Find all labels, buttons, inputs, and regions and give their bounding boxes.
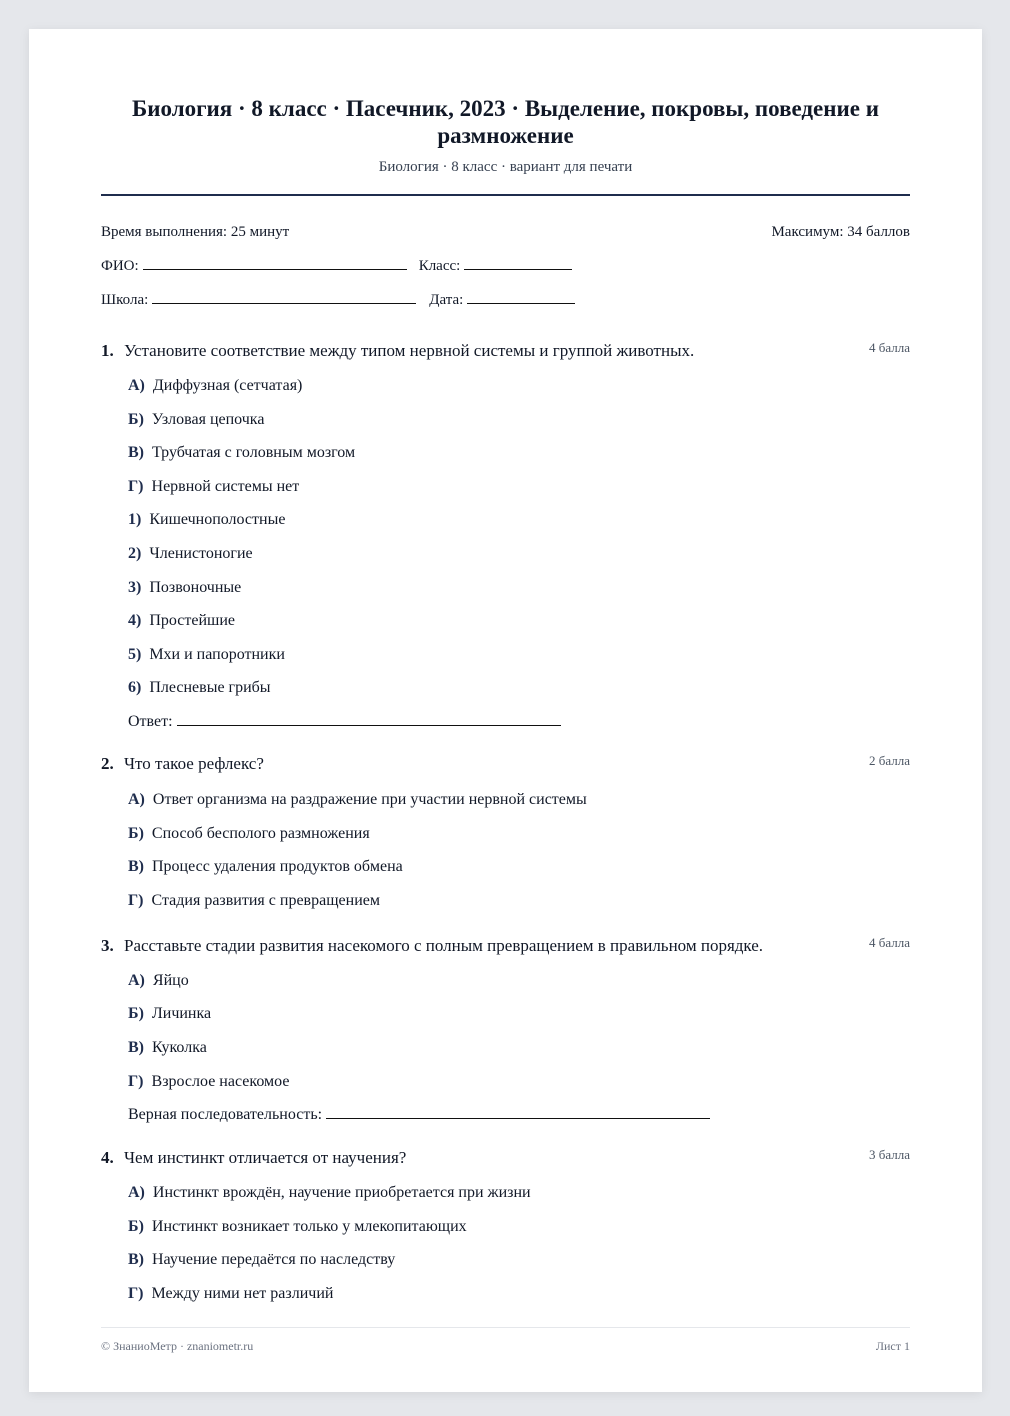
- question-header: [101, 935, 910, 957]
- option-text: Куколка: [152, 1038, 207, 1056]
- class-blank[interactable]: [464, 257, 572, 270]
- option[interactable]: [128, 824, 910, 844]
- question-text: Установите соответствие между типом нервной системы и группой животных.: [124, 341, 695, 360]
- option-letter: 2): [128, 544, 142, 562]
- option[interactable]: [128, 645, 910, 665]
- option-letter: Б): [128, 824, 144, 842]
- option-text: Личинка: [151, 1005, 212, 1023]
- option-text: Взрослое насекомое: [151, 1072, 290, 1090]
- option-letter: Б): [128, 1005, 144, 1023]
- question-4: [101, 1147, 910, 1304]
- question-text: Чем инстинкт отличается от научения?: [124, 1148, 407, 1168]
- question-header: [101, 753, 910, 775]
- worksheet-content: [101, 29, 910, 1304]
- answer-row: [128, 712, 910, 732]
- option-letter: 1): [128, 511, 142, 529]
- question-text: Что такое рефлекс?: [124, 753, 264, 773]
- option[interactable]: [128, 1250, 910, 1270]
- answer-label: Ответ:: [128, 712, 173, 730]
- option-letter: В): [128, 1038, 144, 1056]
- option-letter: Г): [128, 1072, 144, 1090]
- footer-copyright: © ЗнаниоМетр · znaniometr.ru: [101, 1339, 254, 1353]
- option[interactable]: [128, 1004, 910, 1024]
- option-letter: В): [128, 1251, 144, 1269]
- school-date-row: [101, 291, 910, 309]
- answer-row: [128, 1105, 910, 1125]
- option[interactable]: [128, 1072, 910, 1092]
- option[interactable]: [128, 611, 910, 631]
- option-letter: Г): [128, 477, 144, 495]
- option-letter: Г): [128, 1284, 144, 1302]
- option[interactable]: [128, 790, 910, 810]
- header-divider: [101, 194, 910, 196]
- option-text: Стадия развития с превращением: [151, 891, 380, 909]
- question-number: 4.: [101, 1148, 114, 1168]
- question-header: [101, 1147, 910, 1169]
- question-1: [101, 340, 910, 732]
- max-score: Максимум: 34 баллов: [771, 224, 910, 240]
- option[interactable]: [128, 678, 910, 698]
- option-letter: Г): [128, 891, 144, 909]
- option-text: Плесневые грибы: [149, 679, 271, 697]
- question-points: 4 балла: [869, 934, 910, 950]
- option-letter: 4): [128, 612, 142, 630]
- option-text: Диффузная (сетчатая): [152, 377, 303, 394]
- question-number: 1.: [101, 341, 114, 360]
- school-label: Школа:: [101, 292, 149, 308]
- option-letter: 6): [128, 679, 142, 697]
- page-title: Биология · 8 класс · Пасечник, 2023 · Выделение, покровы, поведение и размножение: [132, 96, 879, 148]
- option-text: Нервной системы нет: [151, 477, 300, 495]
- option-letter: 3): [128, 578, 142, 596]
- option-text: Ответ организма на раздражение при участии нервной системы: [152, 790, 587, 808]
- option-text: Процесс удаления продуктов обмена: [152, 858, 403, 876]
- option-letter: А): [128, 377, 145, 394]
- option-letter: 5): [128, 645, 142, 663]
- option-letter: В): [128, 444, 144, 462]
- option-text: Простейшие: [149, 612, 236, 630]
- option[interactable]: [128, 1284, 910, 1304]
- option-text: Трубчатая с головным мозгом: [152, 444, 356, 462]
- question-number: 3.: [101, 935, 114, 955]
- date-blank[interactable]: [467, 291, 575, 304]
- question-header: [101, 340, 910, 362]
- option-text: Инстинкт возникает только у млекопитающих: [151, 1217, 467, 1235]
- option[interactable]: [128, 510, 910, 530]
- option-text: Инстинкт врождён, научение приобретается при жизни: [152, 1184, 531, 1202]
- question-3: [101, 935, 910, 1125]
- option-text: Научение передаётся по наследству: [152, 1251, 396, 1269]
- option[interactable]: [128, 578, 910, 598]
- question-number: 2.: [101, 753, 114, 773]
- worksheet-page: [29, 29, 982, 1392]
- footer-sheet-number: Лист 1: [875, 1339, 910, 1353]
- option[interactable]: [128, 891, 910, 911]
- page-subtitle: Биология · 8 класс · вариант для печати: [378, 159, 633, 175]
- meta-row: [101, 223, 910, 241]
- option-text: Мхи и папоротники: [149, 645, 285, 663]
- date-label: Дата:: [429, 292, 464, 308]
- option[interactable]: [128, 443, 910, 463]
- footer-divider: [101, 1327, 910, 1328]
- option-letter: А): [128, 971, 145, 989]
- option-text: Яйцо: [152, 971, 189, 989]
- option[interactable]: [128, 1038, 910, 1058]
- time-limit: Время выполнения: 25 минут: [101, 224, 290, 240]
- school-blank[interactable]: [152, 291, 416, 304]
- option[interactable]: [128, 544, 910, 564]
- option-text: Между ними нет различий: [151, 1284, 334, 1302]
- option-text: Способ бесполого размножения: [151, 824, 370, 842]
- option[interactable]: [128, 857, 910, 877]
- fio-blank[interactable]: [143, 257, 407, 270]
- answer-blank[interactable]: [326, 1106, 710, 1119]
- option[interactable]: [128, 1217, 910, 1237]
- option-text: Членистоногие: [149, 544, 253, 562]
- question-text: Расставьте стадии развития насекомого с полным превращением в правильном порядке.: [124, 935, 764, 955]
- question-points: 3 балла: [869, 1147, 910, 1163]
- option-text: Кишечнополостные: [149, 511, 286, 529]
- option-letter: А): [128, 790, 145, 808]
- question-points: 2 балла: [869, 752, 910, 768]
- option[interactable]: [128, 971, 910, 991]
- option-letter: В): [128, 858, 144, 876]
- option-letter: Б): [128, 1217, 144, 1235]
- question-2: [101, 753, 910, 911]
- page-footer: [101, 1339, 910, 1354]
- option-letter: А): [128, 1184, 145, 1202]
- option[interactable]: [128, 410, 910, 430]
- fio-class-row: [101, 257, 910, 275]
- option[interactable]: [128, 1183, 910, 1203]
- class-label: Класс:: [418, 258, 461, 274]
- answer-label: Верная последовательность:: [128, 1106, 323, 1124]
- option-text: Узловая цепочка: [151, 410, 265, 428]
- option[interactable]: [128, 477, 910, 497]
- option[interactable]: [128, 376, 910, 396]
- fio-label: ФИО:: [101, 258, 139, 274]
- option-letter: Б): [128, 410, 144, 428]
- question-points: 4 балла: [869, 340, 910, 355]
- answer-blank[interactable]: [177, 713, 561, 726]
- option-text: Позвоночные: [149, 578, 242, 596]
